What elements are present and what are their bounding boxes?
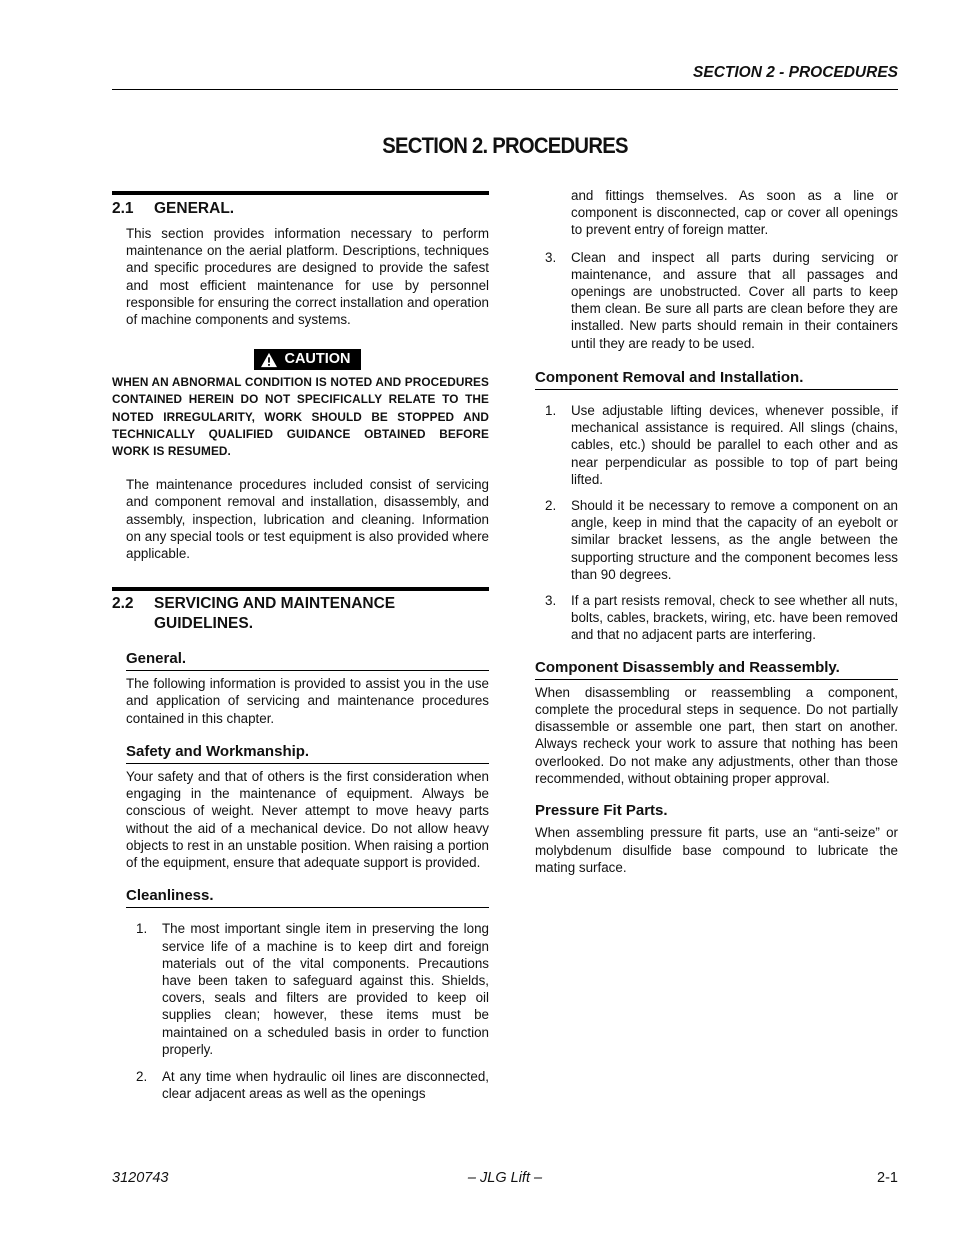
header-rule (112, 89, 898, 90)
list-number: 1. (136, 921, 148, 937)
caution-text: WHEN AN ABNORMAL CONDITION IS NOTED AND PROCEDURES CONTAINED HEREIN DO NOT SPECIFICALLY RELATE TO THE NOTED IRREGULARITY, WORK SHOULD BE STOPPED AND TECHNICALLY QUALIFIED GUIDANCE OBTAINED BEFORE WORK IS RESUMED. (112, 375, 489, 459)
warning-triangle-icon (260, 352, 278, 368)
list-number: 3. (545, 249, 557, 265)
list-number: 2. (136, 1069, 148, 1085)
list-number: 2. (545, 498, 557, 514)
cleanliness-list (136, 920, 489, 1102)
footer-center: – JLG Lift – (467, 1170, 543, 1186)
pressure-subheading: Pressure Fit Parts. (535, 802, 668, 820)
list-item (545, 592, 898, 644)
general-intro: This section provides information necessary to perform maintenance on the aerial platform. Descriptions, techniques and specific procedures are designed to provide the safest and most efficient maintenance for use by personnel responsible for ensuring the correct installation and operation of machine components and systems. (126, 226, 489, 328)
list-item (545, 402, 898, 488)
procedures-paragraph: The maintenance procedures included consist of servicing and component removal and installation, disassembly, and assembly, inspection, lubrication and cleaning. Information on any special tools or test equipment is also provided where applicable. (126, 477, 489, 562)
safety-subheading: Safety and Workmanship. (126, 743, 489, 764)
list-number: 3. (545, 593, 557, 609)
left-column (112, 191, 489, 562)
footer-doc-number: 3120743 (112, 1170, 169, 1186)
removal-list (545, 402, 898, 644)
cleanliness-item-2-continued: and fittings themselves. As soon as a line or component is disconnected, cap or cover all openings to prevent entry of foreign matter. (571, 188, 898, 238)
removal-subheading: Component Removal and Installation. (535, 369, 898, 390)
section-bar (112, 191, 489, 195)
disassembly-subheading: Component Disassembly and Reassembly. (535, 659, 898, 680)
list-text: At any time when hydraulic oil lines are disconnected, clear adjacent areas as well as the openings (162, 1069, 489, 1102)
page-title: SECTION 2. PROCEDURES (382, 133, 628, 158)
caution-header (112, 349, 489, 370)
safety-text: Your safety and that of others is the first consideration when engaging in the maintenance of equipment. Always be conscious of weight. Never attempt to move heavy parts without the aid of a mechanical device. Do not allow heavy objects to rest in an unstable position. When raising a portion of the equipment, ensure that adequate support is provided. (126, 769, 489, 871)
general-text: The following information is provided to assist you in the use and application of servicing and maintenance procedures contained in this chapter. (126, 676, 489, 726)
list-text: Use adjustable lifting devices, whenever possible, if mechanical assistance is required. All slings (chains, cables, etc.) should be parallel to each other and as near perpendicular as possible to top of part being lifted. (571, 403, 898, 487)
section-bar (112, 587, 489, 591)
caution-label: CAUTION (284, 351, 351, 368)
list-text: Clean and inspect all parts during servicing or maintenance, and assure that all passages and openings are unobstructed. Cover all parts to keep them clean. Be sure all parts are clean before they are installed. New parts should remain in their containers until they are ready to be used. (571, 249, 898, 351)
list-item (545, 497, 898, 583)
section-2-2-heading (112, 594, 489, 634)
running-header: SECTION 2 - PROCEDURES (693, 64, 898, 81)
list-text: Should it be necessary to remove a component on an angle, keep in mind that the capacity of an eyebolt or similar bracket lessens, as the angle between the supporting structure and the component becomes less than 90 degrees. (571, 498, 898, 582)
list-number: 1. (545, 403, 557, 419)
section-number: 2.2 (112, 595, 134, 612)
section-title: GENERAL. (154, 200, 235, 217)
list-text: The most important single item in preserving the long service life of a machine is to keep dirt and foreign materials out of the vital components. Precautions have been taken to safeguard against this. Shields, covers, seals and filters are provided to keep oil supplies clean; however, these items must be maintained on a scheduled basis in order to function properly. (162, 921, 489, 1057)
disassembly-text: When disassembling or reassembling a component, complete the procedural steps in sequence. Do not partially disassemble or assemble one part, then start on another. Always recheck your work to assure that nothing has been overlooked. Do not make any adjustments, other than those recommended, without obtaining proper approval. (535, 684, 898, 786)
right-column (535, 187, 898, 876)
list-text: If a part resists removal, check to see whether all nuts, bolts, cables, brackets, wiring, etc. have been removed and that no adjacent parts are interfering. (571, 593, 898, 643)
section-title: SERVICING AND MAINTENANCE GUIDELINES. (154, 595, 396, 632)
pressure-text: When assembling pressure fit parts, use an “anti-seize” or molybdenum disulfide base compound to lubricate the mating surface. (535, 825, 898, 875)
general-subheading: General. (126, 650, 489, 671)
caution-badge (254, 349, 360, 370)
footer-page-number: 2-1 (877, 1170, 898, 1186)
list-item (136, 1068, 489, 1102)
left-column-lower (112, 587, 489, 1102)
section-number: 2.1 (112, 200, 134, 217)
cleanliness-subheading: Cleanliness. (126, 887, 489, 908)
list-item (136, 920, 489, 1058)
list-item (545, 249, 898, 352)
section-2-1-heading (112, 199, 489, 219)
